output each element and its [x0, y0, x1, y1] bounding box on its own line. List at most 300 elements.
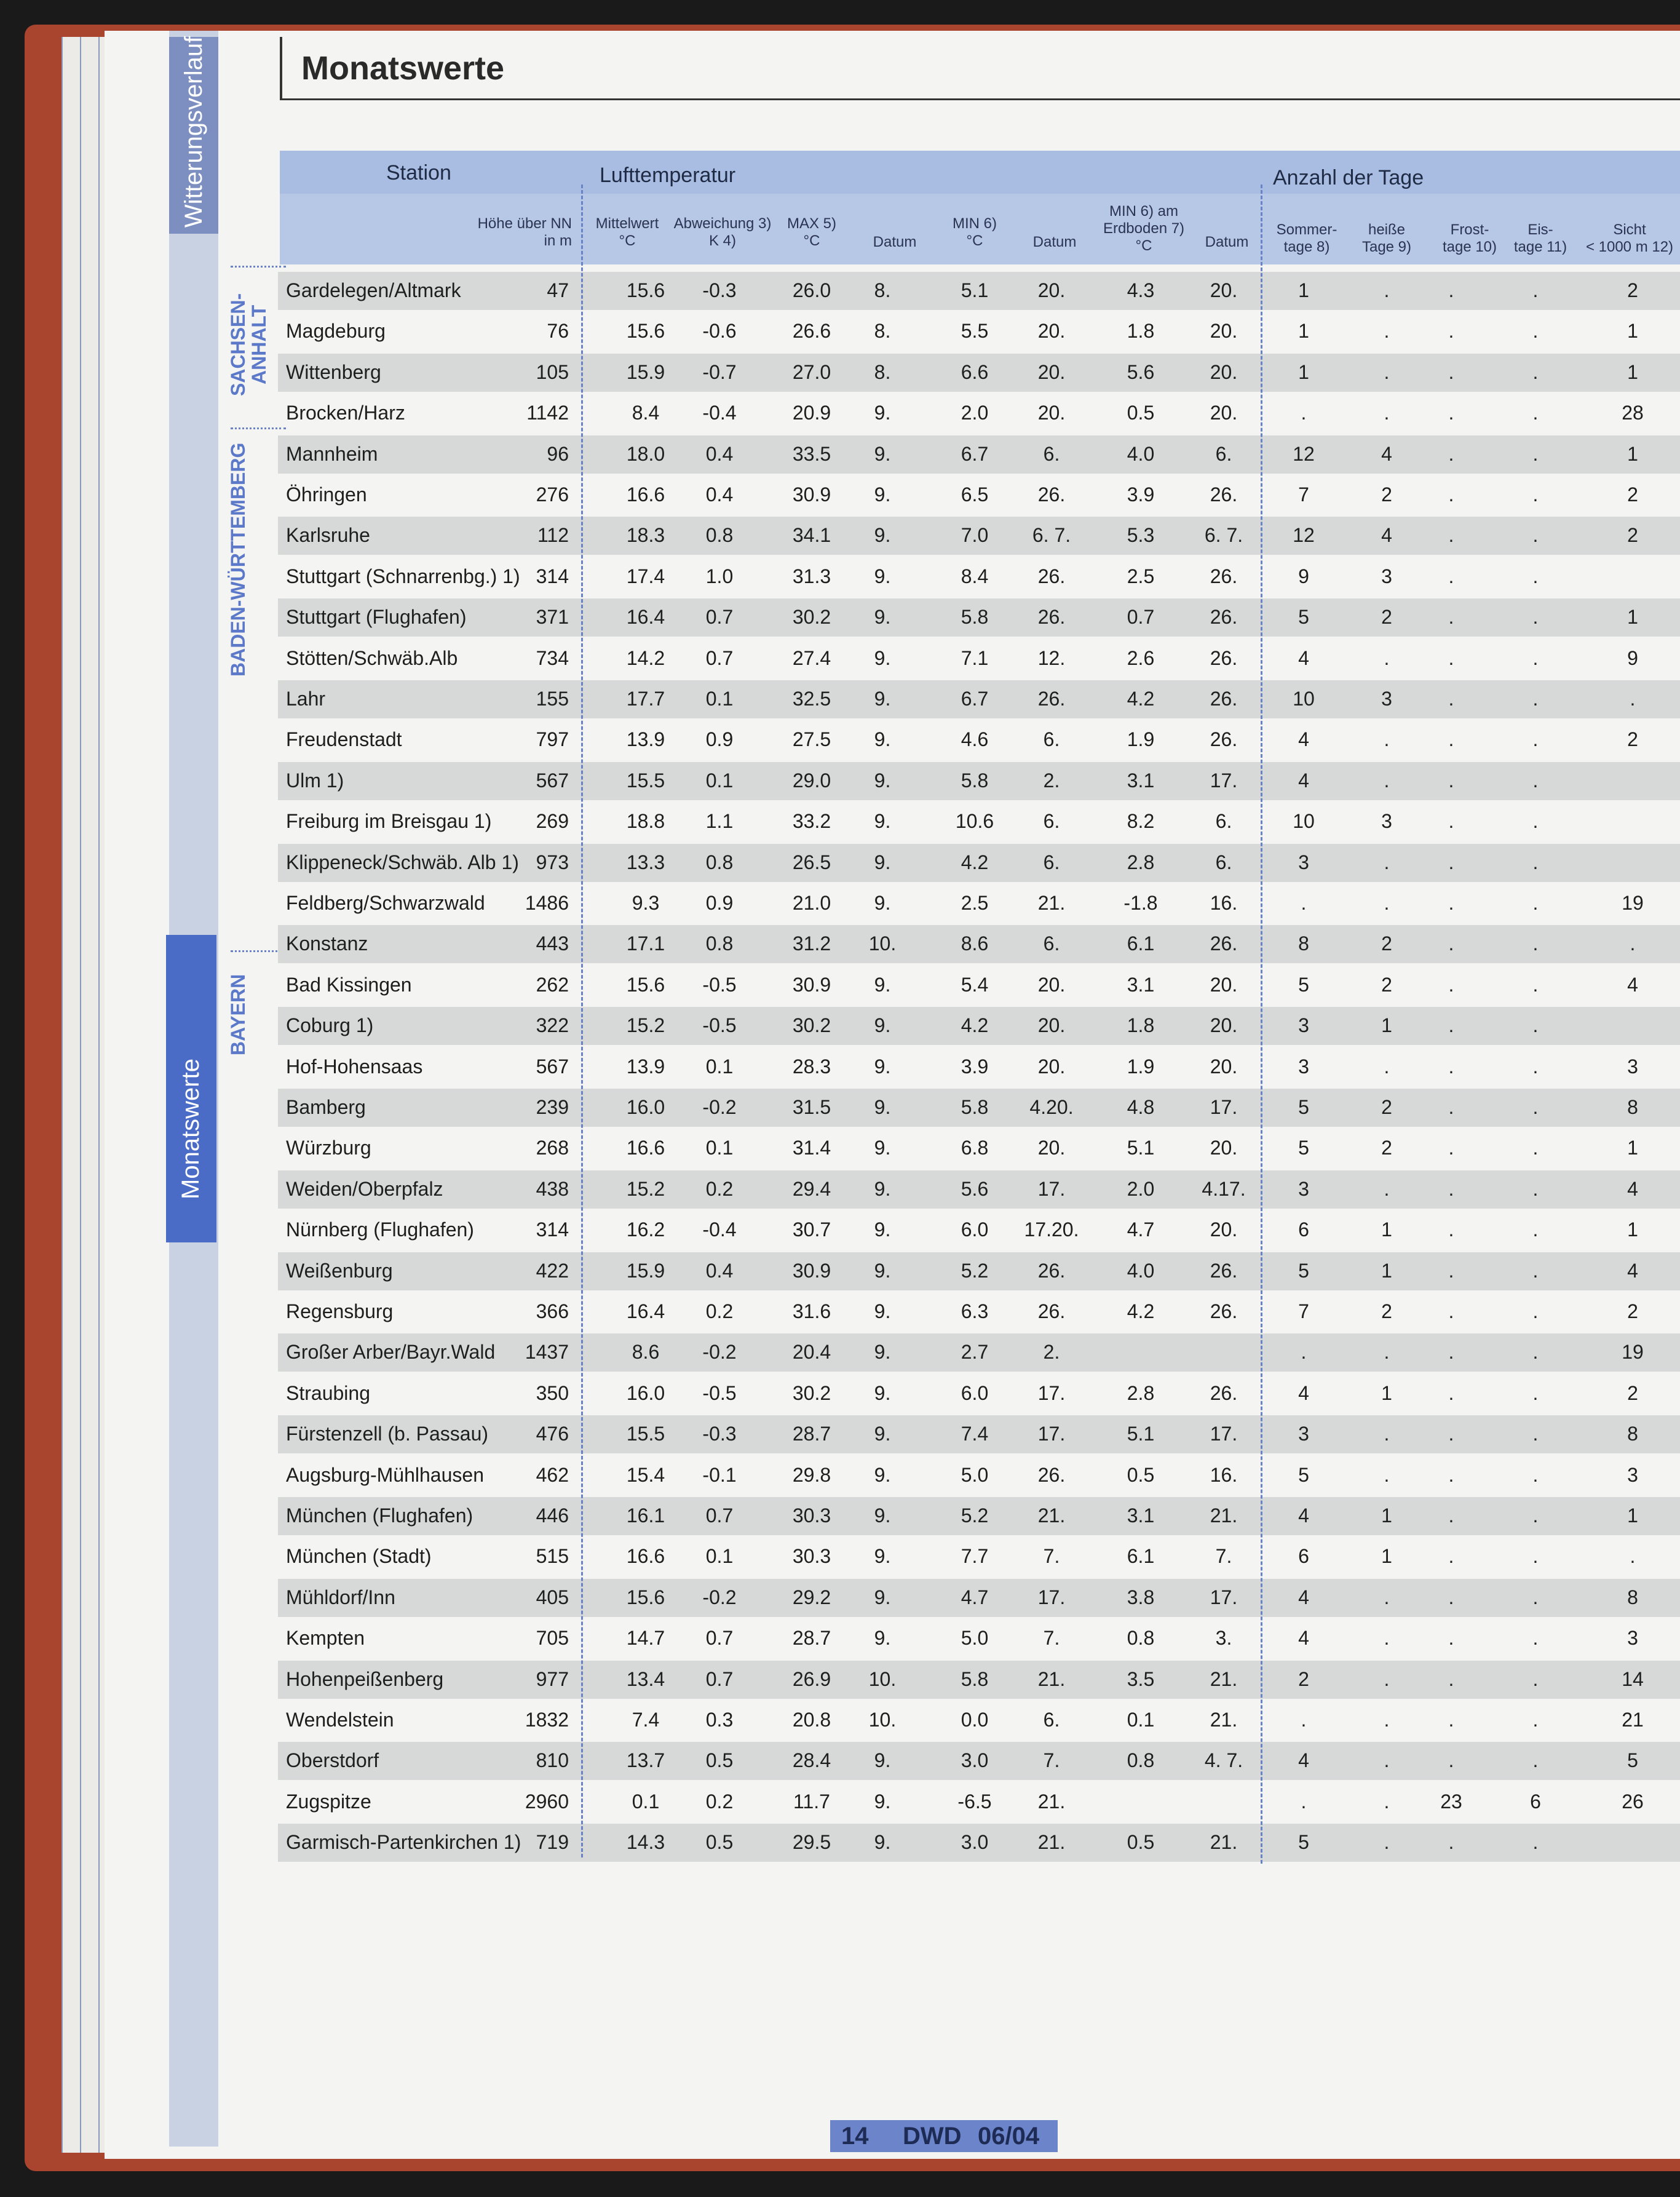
column-divider — [1261, 185, 1262, 1864]
cell: 8 — [1627, 1423, 1638, 1445]
cell: 0.5 — [1127, 402, 1155, 424]
cell: 29.5 — [792, 1831, 831, 1854]
cell: 18.3 — [626, 524, 665, 547]
cell: 0.7 — [705, 1504, 734, 1527]
station-height: 1486 — [525, 892, 569, 914]
cell: 8. — [874, 320, 891, 343]
station-name: Nürnberg (Flughafen) — [286, 1218, 474, 1241]
cell: 28.7 — [792, 1627, 831, 1650]
cell: 1 — [1627, 360, 1638, 383]
cell: 30.3 — [792, 1504, 831, 1527]
cell: 31.3 — [792, 565, 831, 587]
cell: . — [1532, 892, 1539, 914]
cell: 7. — [1043, 1627, 1060, 1650]
cell: . — [1532, 565, 1539, 587]
cell: 4.2 — [1127, 1300, 1155, 1322]
cell: . — [1532, 1749, 1539, 1772]
station-name: Magdeburg — [286, 320, 386, 343]
cell: 9. — [874, 1790, 891, 1813]
cell: 6.7 — [961, 688, 989, 710]
cell: 2.0 — [961, 402, 989, 424]
cell: 26. — [1210, 932, 1238, 955]
cell: 26. — [1037, 606, 1066, 629]
cell: . — [1448, 483, 1454, 506]
cell: 3 — [1298, 1014, 1309, 1037]
cell: 0.1 — [705, 1055, 734, 1078]
cell: . — [1448, 565, 1454, 587]
cell: 9. — [874, 1504, 891, 1527]
station-name: Augsburg-Mühlhausen — [286, 1463, 484, 1486]
cell: 14.3 — [626, 1831, 665, 1854]
cell: 0.7 — [705, 1667, 734, 1690]
cell: 33.5 — [792, 442, 831, 465]
cell: 11.7 — [793, 1790, 830, 1813]
cell: 27.0 — [792, 360, 831, 383]
cell: 30.2 — [792, 606, 831, 629]
cell: . — [1448, 1627, 1454, 1650]
station-name: München (Flughafen) — [286, 1504, 473, 1527]
cell: . — [1384, 320, 1390, 343]
group-sachsen-anhalt: SACHSEN-ANHALT — [227, 293, 270, 396]
cell: 5.8 — [961, 769, 989, 792]
cell: 9. — [874, 851, 891, 873]
station-height: 314 — [536, 1218, 569, 1241]
station-height: 262 — [536, 973, 569, 996]
cell: 6. — [1043, 851, 1060, 873]
cell: 31.4 — [792, 1137, 831, 1159]
table-row — [0, 924, 1680, 964]
cell: 9. — [874, 1096, 891, 1118]
cell: 9. — [874, 688, 891, 710]
cell: 9. — [874, 1055, 891, 1078]
cell: . — [1448, 1831, 1454, 1854]
table-row — [0, 843, 1680, 883]
cell: 2.8 — [1127, 1381, 1155, 1404]
station-name: Bad Kissingen — [286, 973, 412, 996]
cell: . — [1448, 973, 1454, 996]
cell: 29.4 — [792, 1177, 831, 1200]
group-divider — [231, 266, 286, 268]
cell: . — [1384, 892, 1390, 914]
cell: 4 — [1298, 1586, 1309, 1608]
cell: 5.0 — [961, 1627, 989, 1650]
cell: 4.17. — [1202, 1177, 1246, 1200]
cell: 6.8 — [961, 1137, 989, 1159]
cell: 4 — [1381, 524, 1392, 547]
cell: . — [1384, 1463, 1390, 1486]
cell: 5 — [1298, 1096, 1309, 1118]
cell: 5.8 — [961, 606, 989, 629]
cell: 16.4 — [626, 606, 665, 629]
cell: 9. — [874, 1341, 891, 1364]
cell: . — [1384, 1749, 1390, 1772]
cell: 6. — [1043, 728, 1060, 751]
cell: 0.5 — [1127, 1831, 1155, 1854]
cell: . — [1384, 851, 1390, 873]
station-name: Brocken/Harz — [286, 402, 405, 424]
cell: 1 — [1298, 320, 1309, 343]
station-name: Stötten/Schwäb.Alb — [286, 646, 458, 669]
cell: 0.1 — [632, 1790, 660, 1813]
cell: 1 — [1298, 360, 1309, 383]
cell: 8. — [874, 279, 891, 301]
table-row — [0, 1006, 1680, 1046]
cell: . — [1384, 1709, 1390, 1731]
header-sicht: Sicht < 1000 m 12) — [1585, 221, 1674, 255]
cell: . — [1448, 1137, 1454, 1159]
cell: 18.0 — [626, 442, 665, 465]
cell: 5.2 — [961, 1259, 989, 1282]
cell: 20. — [1037, 360, 1066, 383]
cell: 7.0 — [961, 524, 989, 547]
table-row — [0, 883, 1680, 924]
station-name: Karlsruhe — [286, 524, 370, 547]
cell: 4.20. — [1029, 1096, 1074, 1118]
cell: . — [1532, 606, 1539, 629]
cell: . — [1532, 973, 1539, 996]
cell: 1 — [1627, 1137, 1638, 1159]
cell: . — [1384, 1586, 1390, 1608]
cell: 9. — [874, 402, 891, 424]
cell: . — [1384, 402, 1390, 424]
station-height: 366 — [536, 1300, 569, 1322]
cell: 0.4 — [705, 1259, 734, 1282]
cell: . — [1448, 1177, 1454, 1200]
table-row — [0, 1618, 1680, 1659]
cell: 3.1 — [1127, 1504, 1155, 1527]
cell: 7.7 — [961, 1545, 989, 1568]
cell: 16.1 — [626, 1504, 665, 1527]
cell: 6 — [1530, 1790, 1541, 1813]
cell: 4 — [1298, 1504, 1309, 1527]
cell: 7. — [1043, 1545, 1060, 1568]
cell: . — [1448, 360, 1454, 383]
cell: 14 — [1622, 1667, 1644, 1690]
cell: 21.0 — [792, 892, 831, 914]
cell: . — [1448, 1300, 1454, 1322]
cell: 28.7 — [792, 1423, 831, 1445]
cell: . — [1384, 1667, 1390, 1690]
cell: 4 — [1627, 1177, 1638, 1200]
cell: 26. — [1210, 728, 1238, 751]
cell: 26.5 — [792, 851, 831, 873]
cell: -0.5 — [702, 1381, 737, 1404]
station-height: 47 — [547, 279, 569, 301]
cell: . — [1630, 1545, 1636, 1568]
cell: 0.7 — [1127, 606, 1155, 629]
station-height: 350 — [536, 1381, 569, 1404]
group-bayern: BAYERN — [227, 974, 249, 1056]
cell: 6. — [1215, 442, 1232, 465]
cell: 0.8 — [1127, 1627, 1155, 1650]
cell: . — [1448, 1218, 1454, 1241]
cell: 5.1 — [1127, 1137, 1155, 1159]
cell: 7 — [1298, 1300, 1309, 1322]
cell: 28 — [1622, 402, 1644, 424]
station-name: Zugspitze — [286, 1790, 371, 1813]
table-row — [0, 1128, 1680, 1169]
table-row — [0, 1496, 1680, 1536]
cell: 29.2 — [792, 1586, 831, 1608]
cell: . — [1448, 279, 1454, 301]
cell: 6.6 — [961, 360, 989, 383]
station-name: Feldberg/Schwarzwald — [286, 892, 485, 914]
cell: 6. 7. — [1204, 524, 1243, 547]
station-height: 567 — [536, 1055, 569, 1078]
station-height: 314 — [536, 565, 569, 587]
cell: . — [1384, 769, 1390, 792]
cell: . — [1532, 442, 1539, 465]
cell: . — [1532, 688, 1539, 710]
cell: 20.4 — [792, 1341, 831, 1364]
station-height: 1142 — [526, 402, 569, 424]
cell: 30.9 — [792, 483, 831, 506]
cell: 6.5 — [961, 483, 989, 506]
cell: 5 — [1298, 1259, 1309, 1282]
cell: 6. — [1215, 851, 1232, 873]
station-name: Weiden/Oberpfalz — [286, 1177, 443, 1200]
cell: -0.4 — [702, 1218, 737, 1241]
cell: 3.0 — [961, 1831, 989, 1854]
station-height: 567 — [536, 769, 569, 792]
cell: . — [1448, 320, 1454, 343]
cell: . — [1384, 1831, 1390, 1854]
cell: 1 — [1627, 1218, 1638, 1241]
cell: 21. — [1037, 892, 1066, 914]
cell: 18.8 — [626, 810, 665, 833]
cell: 20. — [1210, 1137, 1238, 1159]
station-height: 96 — [547, 442, 569, 465]
cell: 2 — [1627, 524, 1638, 547]
column-divider — [581, 185, 583, 1857]
cell: 0.8 — [705, 932, 734, 955]
cell: 15.6 — [626, 320, 665, 343]
cell: 28.3 — [792, 1055, 831, 1078]
cell: 20. — [1037, 402, 1066, 424]
station-height: 719 — [536, 1831, 569, 1854]
cell: . — [1448, 1259, 1454, 1282]
cell: 30.3 — [792, 1545, 831, 1568]
cell: 4 — [1298, 728, 1309, 751]
cell: 16.2 — [626, 1218, 665, 1241]
cell: 15.4 — [626, 1463, 665, 1486]
footer-issue: 06/04 — [978, 2123, 1040, 2150]
cell: 26. — [1210, 688, 1238, 710]
station-name: Hof-Hohensaas — [286, 1055, 423, 1078]
cell: 2 — [1381, 1096, 1392, 1118]
cell: 26. — [1037, 1300, 1066, 1322]
cell: 0.2 — [705, 1300, 734, 1322]
cell: 9. — [874, 728, 891, 751]
cell: 29.8 — [792, 1463, 831, 1486]
cell: 0.5 — [705, 1831, 734, 1854]
cell: . — [1532, 810, 1539, 833]
station-name: Bamberg — [286, 1096, 366, 1118]
cell: 7.4 — [632, 1709, 660, 1731]
cell: 2.7 — [961, 1341, 989, 1364]
cell: . — [1532, 524, 1539, 547]
cell: 21. — [1210, 1831, 1238, 1854]
cell: 21. — [1037, 1504, 1066, 1527]
cell: 4 — [1298, 769, 1309, 792]
cell: 16.6 — [626, 1545, 665, 1568]
cell: 10 — [1293, 688, 1315, 710]
cell: . — [1448, 1709, 1454, 1731]
cell: 23 — [1440, 1790, 1462, 1813]
header-min-datum: Datum — [1032, 234, 1077, 250]
table-row — [0, 1578, 1680, 1618]
cell: 2. — [1043, 1341, 1060, 1364]
cell: 4 — [1298, 1627, 1309, 1650]
station-height: 797 — [536, 728, 569, 751]
station-name: Fürstenzell (b. Passau) — [286, 1423, 489, 1445]
cell: 9. — [874, 1177, 891, 1200]
cell: 5.8 — [961, 1667, 989, 1690]
cell: 0.9 — [705, 728, 734, 751]
cell: . — [1532, 728, 1539, 751]
cell: 3 — [1627, 1055, 1638, 1078]
cell: 20. — [1037, 1055, 1066, 1078]
station-height: 476 — [536, 1423, 569, 1445]
header-abweichung: Abweichung 3) K 4) — [673, 215, 772, 249]
cell: . — [1532, 402, 1539, 424]
header-hoehe: Höhe über NN in m — [477, 215, 572, 249]
station-name: Lahr — [286, 688, 326, 710]
station-height: 322 — [536, 1014, 569, 1037]
cell: 5.1 — [1127, 1423, 1155, 1445]
cell: . — [1448, 810, 1454, 833]
cell: 31.5 — [792, 1096, 831, 1118]
cell: . — [1448, 1341, 1454, 1364]
cell: . — [1448, 524, 1454, 547]
cell: 2.5 — [961, 892, 989, 914]
cell: -0.1 — [702, 1463, 737, 1486]
cell: 9.3 — [632, 892, 660, 914]
station-name: Großer Arber/Bayr.Wald — [286, 1341, 496, 1364]
table-row — [0, 1373, 1680, 1414]
cell: 15.5 — [626, 769, 665, 792]
cell: 17. — [1037, 1177, 1066, 1200]
cell: 9. — [874, 1545, 891, 1568]
table-row — [0, 597, 1680, 638]
cell: 9. — [874, 1463, 891, 1486]
header-min: MIN 6) °C — [953, 215, 997, 249]
header-frosttage: Frost- tage 10) — [1442, 221, 1497, 255]
cell: 5 — [1298, 1831, 1309, 1854]
cell: 16.0 — [626, 1096, 665, 1118]
cell: 1 — [1381, 1218, 1392, 1241]
cell: 6. — [1043, 442, 1060, 465]
table-row — [0, 1659, 1680, 1700]
cell: 1 — [1381, 1504, 1392, 1527]
cell: 9. — [874, 973, 891, 996]
cell: -0.3 — [702, 279, 737, 301]
station-name: Öhringen — [286, 483, 367, 506]
cell: . — [1532, 1423, 1539, 1445]
page-title: Monatswerte — [301, 50, 505, 87]
cell: 28.4 — [792, 1749, 831, 1772]
cell: 26. — [1037, 1259, 1066, 1282]
group-baden-wuerttemberg: BADEN-WÜRTTEMBERG — [227, 442, 249, 677]
cell: 4 — [1298, 646, 1309, 669]
cell: . — [1448, 402, 1454, 424]
station-height: 239 — [536, 1096, 569, 1118]
cell: 16.6 — [626, 1137, 665, 1159]
cell: . — [1384, 1627, 1390, 1650]
cell: 4 — [1627, 973, 1638, 996]
cell: 9. — [874, 1218, 891, 1241]
cell: -0.6 — [702, 320, 737, 343]
tab-witterungsverlauf[interactable] — [169, 37, 218, 234]
cell: 4.7 — [961, 1586, 989, 1608]
cell: 7.4 — [961, 1423, 989, 1445]
cell: 8.2 — [1127, 810, 1155, 833]
station-name: Straubing — [286, 1381, 370, 1404]
cell: 30.2 — [792, 1381, 831, 1404]
cell: 1 — [1627, 1504, 1638, 1527]
cell: 4. 7. — [1204, 1749, 1243, 1772]
cell: 0.8 — [705, 851, 734, 873]
cell: . — [1448, 1014, 1454, 1037]
cell: . — [1448, 892, 1454, 914]
cell: 19 — [1622, 892, 1644, 914]
cell: 20. — [1037, 1137, 1066, 1159]
cell: 2.6 — [1127, 646, 1155, 669]
table-row — [0, 393, 1680, 434]
cell: 20.9 — [792, 402, 831, 424]
cell: 5 — [1298, 606, 1309, 629]
station-height: 446 — [536, 1504, 569, 1527]
cell: 0.8 — [1127, 1749, 1155, 1772]
table-row — [0, 1414, 1680, 1455]
cell: 0.1 — [705, 688, 734, 710]
cell: 0.1 — [705, 1545, 734, 1568]
station-height: 276 — [536, 483, 569, 506]
station-name: München (Stadt) — [286, 1545, 432, 1568]
cell: 26. — [1037, 688, 1066, 710]
cell: . — [1384, 728, 1390, 751]
cell: 4.2 — [961, 1014, 989, 1037]
cell: 1 — [1627, 606, 1638, 629]
table-row — [0, 1292, 1680, 1332]
cell: . — [1301, 1341, 1307, 1364]
cell: 8.4 — [961, 565, 989, 587]
cell: 9. — [874, 524, 891, 547]
station-height: 371 — [536, 606, 569, 629]
header-lufttemperatur: Lufttemperatur — [600, 164, 736, 187]
cell: 21 — [1622, 1709, 1644, 1731]
cell: 13.3 — [626, 851, 665, 873]
cell: 21. — [1037, 1831, 1066, 1854]
station-name: Hohenpeißenberg — [286, 1667, 444, 1690]
cell: 9. — [874, 1586, 891, 1608]
cell: 26. — [1210, 606, 1238, 629]
cell: 7. — [1043, 1749, 1060, 1772]
cell: 3 — [1381, 565, 1392, 587]
header-max-datum: Datum — [873, 234, 917, 250]
cell: 13.9 — [626, 728, 665, 751]
cell: 26. — [1210, 1259, 1238, 1282]
cell: 8.6 — [961, 932, 989, 955]
header-anzahl-tage: Anzahl der Tage — [1273, 166, 1424, 189]
cell: 0.1 — [705, 769, 734, 792]
cell: . — [1301, 1790, 1307, 1813]
footer-badge — [830, 2120, 1058, 2152]
cell: . — [1532, 320, 1539, 343]
cell: 6.1 — [1127, 1545, 1155, 1568]
cell: 0.2 — [705, 1790, 734, 1813]
cell: 8 — [1298, 932, 1309, 955]
